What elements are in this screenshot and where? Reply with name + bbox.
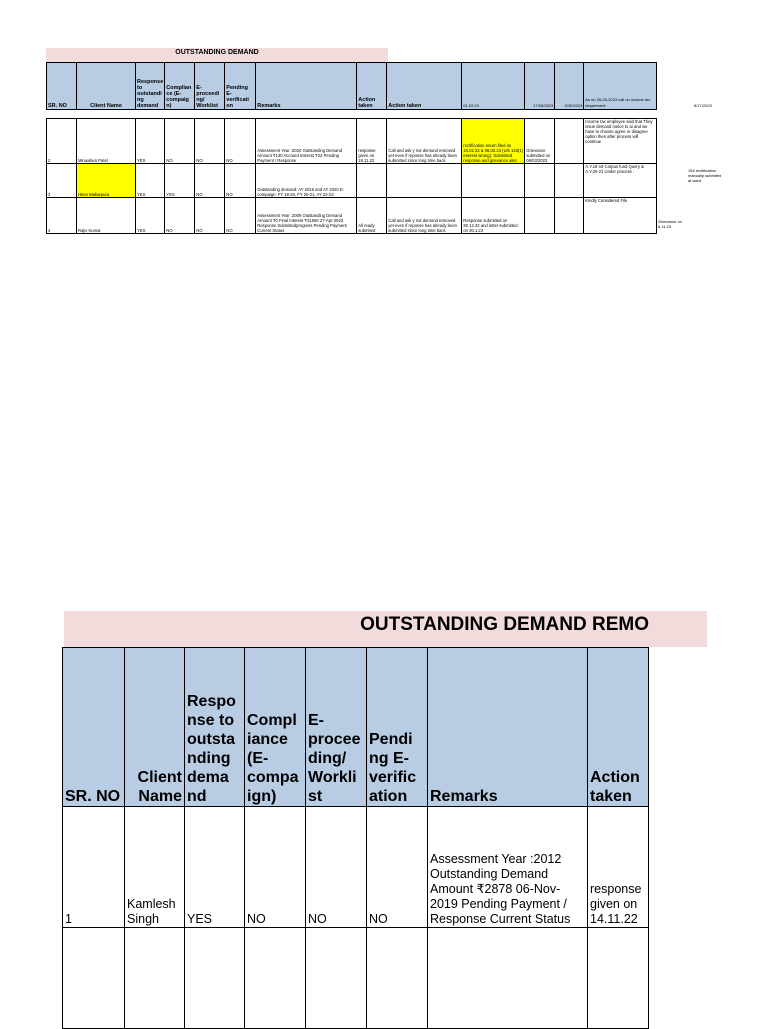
- cell-compliance: YES: [165, 164, 195, 198]
- cell-eproc: NO: [195, 119, 225, 164]
- cell-eproc: NO: [195, 198, 225, 234]
- cell-pending: NO: [225, 164, 256, 198]
- cell-date-1: [462, 164, 525, 198]
- col-header-date-2: 17/03/2023: [525, 63, 555, 110]
- cell-eproc: NO: [306, 807, 367, 928]
- cell-action: response given on 18.11.22: [357, 119, 387, 164]
- cell-client: Rajiv Kumar: [77, 198, 136, 234]
- cell-remarks: Assessment Year :2009 Outstanding Demand Amount ₹0 Final Interest ₹21550 27-Apr-2022 Response Submittedprogress Pending Payment Current Status: [256, 198, 357, 234]
- row-gap: [47, 110, 657, 119]
- cell-date-2: [525, 164, 555, 198]
- col-header-pending: Pendi ng E-verific ation: [367, 648, 428, 807]
- col-header-remarks: Remarks: [428, 648, 588, 807]
- cell-remarks: Assessment Year :2020 Outstanding Demand Amount ₹130 Accrued Interest ₹22 Pending Payment / Response: [256, 119, 357, 164]
- cell-pending: NO: [225, 119, 256, 164]
- col-header-action-taken: Action taken: [588, 648, 649, 807]
- cell-empty: [63, 928, 125, 1029]
- table-row: [63, 928, 649, 1029]
- cell-note: Income tax employee said that They issue demand notice to ai and we have to choose agree or disagree option then after process will continue: [584, 119, 657, 164]
- cell-remarks: Outstanding demand: AY 2018 and AY 2020 E-compaign: FY 19-20, FY 20-21, AY 22-23: [256, 164, 357, 198]
- cell-empty: [588, 928, 649, 1029]
- cell-client: Minaxiben Patel: [77, 119, 136, 164]
- cell-date-1: rectification return filed on 10.02.23 & 06.02.23 (U/s 143(1) interest wrong). Submitted response and grievance also: [462, 119, 525, 164]
- col-header-action-taken: Action taken: [357, 63, 387, 110]
- table-row: [47, 164, 657, 198]
- col-header-remarks: Remarks: [256, 63, 357, 110]
- small-sheet-title: OUTSTANDING DEMAND: [175, 49, 259, 56]
- cell-client: Kamlesh Singh: [125, 807, 185, 928]
- cell-response: YES: [185, 807, 245, 928]
- cell-response: YES: [136, 198, 165, 234]
- small-header-row: [47, 63, 657, 110]
- cell-remarks: Assessment Year :2012 Outstanding Demand Amount ₹2878 06-Nov-2019 Pending Payment / Response Current Status: [428, 807, 588, 928]
- cell-action: [357, 164, 387, 198]
- cell-note: A.Y.18-19 Corpus fund Query & A.Y.20-21 Under process .: [584, 164, 657, 198]
- cell-empty: [306, 928, 367, 1029]
- row4-extra-note: Grievance on 6.11.23: [658, 219, 682, 229]
- col-header-sr-no: SR. NO: [63, 648, 125, 807]
- cell-client: Hiren Makarpura: [77, 164, 136, 198]
- cell-date-2: Grievance submitted on 06/03/2023: [525, 119, 555, 164]
- cell-sr: 4: [47, 198, 77, 234]
- col-header-compliance: Complian ce (E-compaig n): [165, 63, 195, 110]
- col-header-eproceeding: E-proceedi ng/ Worklist: [195, 63, 225, 110]
- row3-extra-note: 154 rectification manually submited at ward: [688, 168, 722, 183]
- cell-compliance: NO: [245, 807, 306, 928]
- col-header-client-name: Client Name: [125, 648, 185, 807]
- col-header-note: As on 25-05-2023 call on income tax department: [584, 63, 657, 110]
- cell-date-1: Response submitted on 30.12.22 and letter submitted on 30.1.23: [462, 198, 525, 234]
- large-demand-table: [62, 647, 649, 1029]
- cell-sr: 2: [47, 119, 77, 164]
- large-header-row: [63, 648, 649, 807]
- cell-action-2: [387, 164, 462, 198]
- table-row: [47, 119, 657, 164]
- table-row: [47, 198, 657, 234]
- cell-date-2: [525, 198, 555, 234]
- cell-empty: [125, 928, 185, 1029]
- col-header-action-taken-2: Action taken: [387, 63, 462, 110]
- cell-action: response given on 14.11.22: [588, 807, 649, 928]
- header-date-4: 8/17/2023: [694, 103, 712, 108]
- cell-eproc: NO: [195, 164, 225, 198]
- cell-pending: NO: [225, 198, 256, 234]
- col-header-response: Response to outstandi ng demand: [136, 63, 165, 110]
- col-header-compliance: Compl iance (E-compa ign): [245, 648, 306, 807]
- cell-action-2: Call and ask y not demond removed yet even if reponse has already been submitted since long time back: [387, 198, 462, 234]
- cell-empty: [185, 928, 245, 1029]
- col-header-pending: Pending E-verificati on: [225, 63, 256, 110]
- cell-date-3: [555, 198, 584, 234]
- cell-response: YES: [136, 164, 165, 198]
- cell-pending: NO: [367, 807, 428, 928]
- col-header-date-1: 01.02.23: [462, 63, 525, 110]
- col-header-date-3: 3/30/2023: [555, 63, 584, 110]
- cell-sr: 3: [47, 164, 77, 198]
- large-sheet-title: OUTSTANDING DEMAND REMO: [360, 614, 649, 635]
- col-header-client-name: Client Name: [77, 63, 136, 110]
- cell-action: All ready submited: [357, 198, 387, 234]
- table-row: [63, 807, 649, 928]
- cell-compliance: NO: [165, 119, 195, 164]
- cell-sr: 1: [63, 807, 125, 928]
- cell-empty: [367, 928, 428, 1029]
- cell-empty: [428, 928, 588, 1029]
- small-demand-table: [46, 62, 657, 234]
- cell-note: Kindly Considered File: [584, 198, 657, 234]
- cell-action-2: Call and ask y not demond removed yet even if reponse has already been submitted since long time back: [387, 119, 462, 164]
- cell-empty: [245, 928, 306, 1029]
- col-header-eproceeding: E-procee ding/ Workli st: [306, 648, 367, 807]
- cell-compliance: NO: [165, 198, 195, 234]
- cell-date-3: [555, 119, 584, 164]
- cell-date-3: [555, 164, 584, 198]
- col-header-response: Respo nse to outsta nding dema nd: [185, 648, 245, 807]
- cell-response: YES: [136, 119, 165, 164]
- col-header-sr-no: SR. NO: [47, 63, 77, 110]
